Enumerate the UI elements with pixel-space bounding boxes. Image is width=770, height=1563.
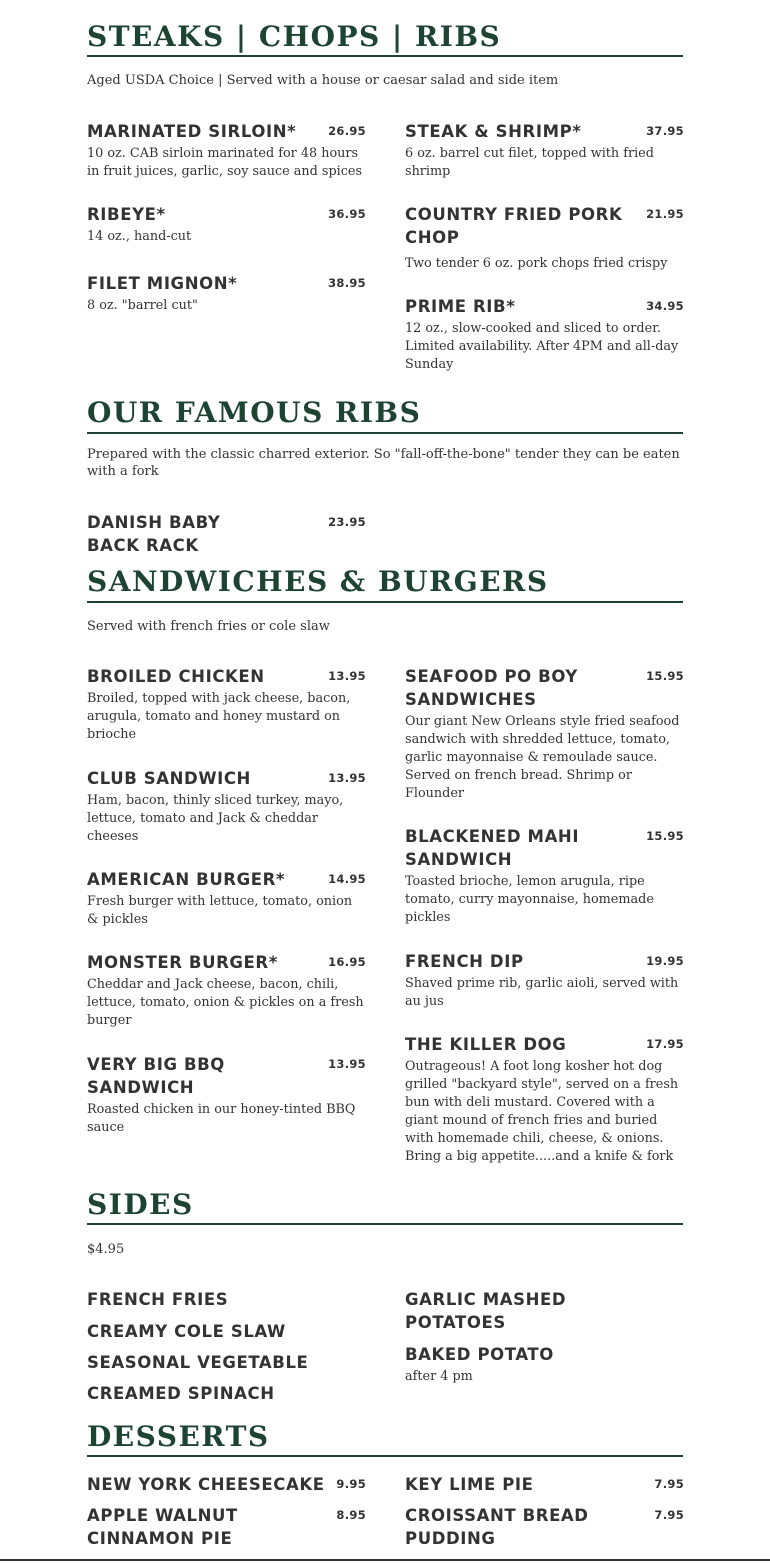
item-description: 10 oz. CAB sirloin marinated for 48 hours in fruit juices, garlic, soy sauce and spices xyxy=(87,146,363,179)
item-name: STEAK & SHRIMP* xyxy=(405,122,582,141)
menu-item-blackened-mahi xyxy=(405,825,684,927)
section-description-sandwiches: Served with french fries or cole slaw xyxy=(87,619,330,634)
item-name: COUNTRY FRIED PORK CHOP xyxy=(405,205,623,247)
item-description: 14 oz., hand-cut xyxy=(87,229,192,244)
page-bottom-border xyxy=(0,1559,770,1561)
item-price: 36.95 xyxy=(328,207,366,221)
side-item-french-fries: FRENCH FRIES xyxy=(87,1290,229,1309)
item-name: CROISSANT BREAD PUDDING xyxy=(405,1506,589,1548)
item-name: APPLE WALNUT CINNAMON PIE xyxy=(87,1506,238,1548)
item-price: 7.95 xyxy=(654,1508,684,1522)
item-description: Shaved prime rib, garlic aioli, served with au jus xyxy=(405,976,679,1009)
side-item-creamed-spinach: CREAMED SPINACH xyxy=(87,1384,275,1403)
section-divider xyxy=(87,432,683,434)
section-divider xyxy=(87,1223,683,1225)
item-description: after 4 pm xyxy=(405,1369,473,1384)
item-description: Ham, bacon, thinly sliced turkey, mayo, lettuce, tomato and Jack & cheddar cheeses xyxy=(87,793,344,844)
item-description: 12 oz., slow-cooked and sliced to order. Limited availability. After 4PM and all-day Sunday xyxy=(405,321,679,372)
item-description: Broiled, topped with jack cheese, bacon, arugula, tomato and honey mustard on brioche xyxy=(87,691,351,742)
item-name: DANISH BABY BACK RACK xyxy=(87,513,221,555)
dessert-new-york-cheesecake xyxy=(87,1473,366,1496)
side-item-baked-potato xyxy=(405,1343,684,1386)
menu-item-country-fried-pork-chop xyxy=(405,203,684,273)
menu-item-seafood-po-boy xyxy=(405,665,684,803)
item-price: 37.95 xyxy=(646,124,684,138)
item-price: 15.95 xyxy=(646,669,684,683)
item-description: Fresh burger with lettuce, tomato, onion & pickles xyxy=(87,894,353,927)
item-name: CLUB SANDWICH xyxy=(87,769,251,788)
menu-item-ribeye xyxy=(87,203,366,246)
menu-item-danish-baby-back-rack xyxy=(87,511,366,557)
side-item-seasonal-vegetable: SEASONAL VEGETABLE xyxy=(87,1353,309,1372)
menu-item-marinated-sirloin xyxy=(87,120,366,181)
item-price: 13.95 xyxy=(328,669,366,683)
item-name: VERY BIG BBQ SANDWICH xyxy=(87,1055,225,1097)
item-description: Outrageous! A foot long kosher hot dog grilled "backyard style", served on a fresh bun with deli mustard. Covered with a giant mound of french fries and buried with homemade chili, cheese, & onions. Bring a big appetite.....and a knife & fork xyxy=(405,1059,679,1164)
menu-item-filet-mignon xyxy=(87,272,366,315)
item-name: FILET MIGNON* xyxy=(87,274,238,293)
item-price: 17.95 xyxy=(646,1037,684,1051)
menu-item-club-sandwich xyxy=(87,767,366,846)
menu-item-the-killer-dog xyxy=(405,1033,684,1166)
item-price: 9.95 xyxy=(336,1477,366,1491)
item-price: 21.95 xyxy=(646,207,684,221)
item-name: BAKED POTATO xyxy=(405,1345,554,1364)
menu-item-french-dip xyxy=(405,950,684,1011)
menu-item-very-big-bbq-sandwich xyxy=(87,1053,366,1137)
item-name: MONSTER BURGER* xyxy=(87,953,278,972)
section-title-sides: SIDES xyxy=(87,1188,194,1221)
dessert-apple-walnut-cinnamon-pie xyxy=(87,1504,366,1550)
item-name: THE KILLER DOG xyxy=(405,1035,567,1054)
item-price: 19.95 xyxy=(646,954,684,968)
item-price: 26.95 xyxy=(328,124,366,138)
item-name: BROILED CHICKEN xyxy=(87,667,265,686)
item-description: Our giant New Orleans style fried seafood sandwich with shredded lettuce, tomato, garlic mayonnaise & remoulade sauce. Served on french bread. Shrimp or Flounder xyxy=(405,714,680,801)
item-description: 6 oz. barrel cut filet, topped with fried shrimp xyxy=(405,146,654,179)
item-name: FRENCH DIP xyxy=(405,952,524,971)
item-price: 7.95 xyxy=(654,1477,684,1491)
item-description: Cheddar and Jack cheese, bacon, chili, lettuce, tomato, onion & pickles on a fresh burger xyxy=(87,977,364,1028)
item-name: BLACKENED MAHI SANDWICH xyxy=(405,827,580,869)
item-description: 8 oz. "barrel cut" xyxy=(87,298,198,313)
menu-item-broiled-chicken xyxy=(87,665,366,744)
section-title-ribs: OUR FAMOUS RIBS xyxy=(87,396,422,429)
item-price: 13.95 xyxy=(328,1057,366,1071)
section-divider xyxy=(87,55,683,57)
section-title-sandwiches: SANDWICHES & BURGERS xyxy=(87,565,549,598)
item-price: 8.95 xyxy=(336,1508,366,1522)
dessert-key-lime-pie xyxy=(405,1473,684,1496)
item-name: NEW YORK CHEESECAKE xyxy=(87,1475,325,1494)
menu-item-american-burger xyxy=(87,868,366,929)
item-name: KEY LIME PIE xyxy=(405,1475,534,1494)
dessert-croissant-bread-pudding xyxy=(405,1504,684,1550)
section-title-steaks: STEAKS | CHOPS | RIBS xyxy=(87,20,502,53)
sides-price: $4.95 xyxy=(87,1242,125,1257)
item-description: Toasted brioche, lemon arugula, ripe tomato, curry mayonnaise, homemade pickles xyxy=(405,874,654,925)
item-name: MARINATED SIRLOIN* xyxy=(87,122,297,141)
item-description: Two tender 6 oz. pork chops fried crispy xyxy=(405,256,668,271)
item-price: 16.95 xyxy=(328,955,366,969)
menu-item-prime-rib xyxy=(405,295,684,374)
menu-item-steak-and-shrimp xyxy=(405,120,684,181)
section-divider xyxy=(87,601,683,603)
item-name: PRIME RIB* xyxy=(405,297,516,316)
item-price: 23.95 xyxy=(328,515,366,529)
section-description-steaks: Aged USDA Choice | Served with a house or caesar salad and side item xyxy=(87,73,559,88)
item-price: 15.95 xyxy=(646,829,684,843)
section-divider xyxy=(87,1455,683,1457)
item-name: AMERICAN BURGER* xyxy=(87,870,286,889)
side-item-garlic-mashed-potatoes: GARLIC MASHED POTATOES xyxy=(405,1290,567,1332)
item-description: Roasted chicken in our honey-tinted BBQ sauce xyxy=(87,1102,356,1135)
menu-item-monster-burger xyxy=(87,951,366,1030)
item-price: 38.95 xyxy=(328,276,366,290)
section-title-desserts: DESSERTS xyxy=(87,1420,270,1453)
side-item-creamy-cole-slaw: CREAMY COLE SLAW xyxy=(87,1322,286,1341)
item-name: SEAFOOD PO BOY SANDWICHES xyxy=(405,667,578,709)
item-price: 14.95 xyxy=(328,872,366,886)
item-price: 13.95 xyxy=(328,771,366,785)
item-price: 34.95 xyxy=(646,299,684,313)
item-name: RIBEYE* xyxy=(87,205,166,224)
section-description-ribs: Prepared with the classic charred exterior. So "fall-off-the-bone" tender they can be eaten with a fork xyxy=(87,447,680,479)
